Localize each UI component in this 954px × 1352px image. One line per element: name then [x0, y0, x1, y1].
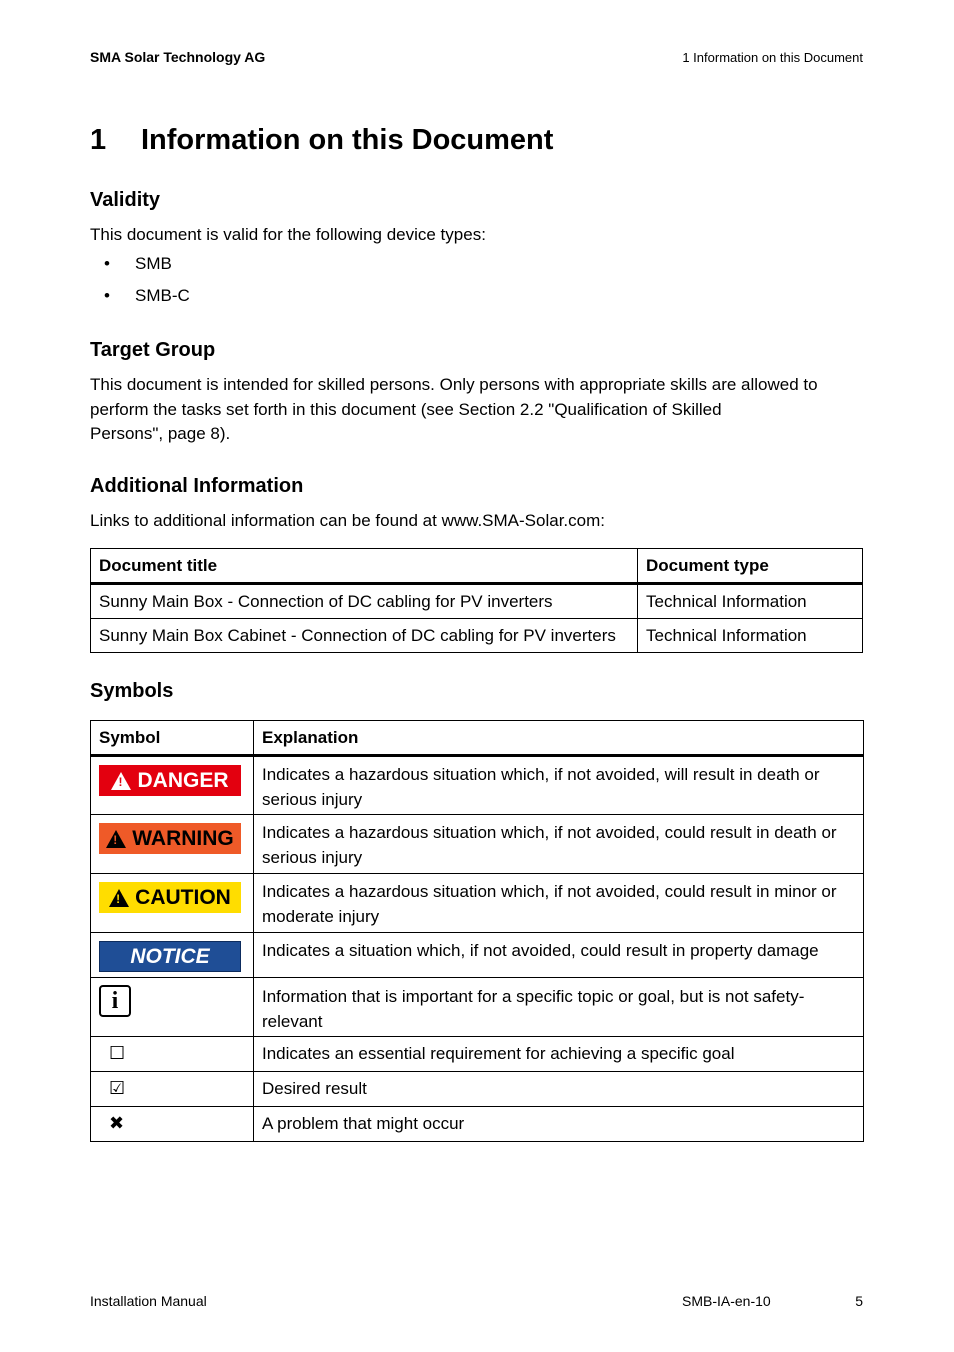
target-group-heading: Target Group [90, 339, 216, 361]
symbols-table [90, 720, 864, 1142]
document-title-cell: Sunny Main Box Cabinet - Connection of DC cabling for PV inverters [91, 619, 638, 653]
target-group-text: This document is intended for skilled persons. Only persons with appropriate skills are allowed to perform the tasks set forth in this document (see Section 2.2 "Qualification of Skilled Persons", page 8). [90, 375, 818, 443]
symbol-cell [91, 874, 254, 933]
table-row [91, 1107, 864, 1142]
explanation-cell: Indicates a hazardous situation which, if not avoided, will result in death or serious injury [254, 756, 864, 815]
validity-item: • SMB-C [104, 286, 190, 305]
explanation-cell: Indicates an essential requirement for achieving a specific goal [254, 1037, 864, 1072]
table-row [91, 584, 863, 619]
bullet-icon: • [104, 254, 110, 273]
symbol-cell [91, 815, 254, 874]
footer-manual: Installation Manual [90, 1293, 207, 1309]
additional-info-heading: Additional Information [90, 475, 304, 497]
explanation-cell: Indicates a hazardous situation which, if not avoided, could result in minor or moderate injury [254, 874, 864, 933]
table-row [91, 978, 864, 1037]
explanation-cell: Indicates a situation which, if not avoided, could result in property damage [254, 933, 864, 978]
information-icon: i [99, 985, 131, 1017]
chapter-title: Information on this Document [141, 124, 554, 156]
running-header-company: SMA Solar Technology AG [90, 49, 266, 65]
additional-info-intro: Links to additional information can be found at www.SMA-Solar.com: [90, 511, 605, 530]
running-header-section: 1 Information on this Document [682, 50, 863, 65]
chapter-number: 1 [90, 124, 107, 156]
symbols-heading: Symbols [90, 680, 174, 702]
danger-badge: ! DANGER [99, 765, 241, 796]
table-row [91, 1037, 864, 1072]
column-header-explanation: Explanation [254, 721, 864, 756]
symbol-cell [91, 1107, 254, 1142]
table-row [91, 756, 864, 815]
explanation-cell: A problem that might occur [254, 1107, 864, 1142]
symbol-cell [91, 756, 254, 815]
symbol-cell [91, 1037, 254, 1072]
explanation-cell: Desired result [254, 1072, 864, 1107]
checked-checkbox-icon: ☑ [109, 1078, 126, 1098]
footer-doc-code: SMB-IA-en-10 [682, 1293, 771, 1309]
table-row [91, 619, 863, 653]
column-header-symbol: Symbol [91, 721, 254, 756]
table-row [91, 815, 864, 874]
symbol-cell [91, 978, 254, 1037]
empty-checkbox-icon: ☐ [109, 1043, 126, 1063]
symbol-cell [91, 933, 254, 978]
column-header-document-title: Document title [91, 549, 638, 584]
document-type-cell: Technical Information [638, 584, 863, 619]
explanation-cell: Information that is important for a specific topic or goal, but is not safety-relevant [254, 978, 864, 1037]
warning-triangle-icon: ! [111, 772, 131, 790]
cross-icon: ✖ [109, 1113, 125, 1133]
symbol-cell [91, 1072, 254, 1107]
document-type-cell: Technical Information [638, 619, 863, 653]
bullet-icon: • [104, 286, 110, 305]
column-header-document-type: Document type [638, 549, 863, 584]
warning-triangle-icon: ! [106, 830, 126, 848]
validity-item: • SMB [104, 254, 172, 273]
warning-badge: ! WARNING [99, 823, 241, 854]
notice-badge: NOTICE [99, 941, 241, 972]
validity-heading: Validity [90, 189, 161, 211]
footer-page-number: 5 [855, 1293, 863, 1309]
table-row [91, 1072, 864, 1107]
chapter-heading [90, 124, 553, 157]
warning-triangle-icon: ! [109, 889, 129, 907]
explanation-cell: Indicates a hazardous situation which, if not avoided, could result in death or serious injury [254, 815, 864, 874]
table-row [91, 874, 864, 933]
table-row [91, 933, 864, 978]
caution-badge: ! CAUTION [99, 882, 241, 913]
documents-table [90, 548, 863, 653]
document-title-cell: Sunny Main Box - Connection of DC cabling for PV inverters [91, 584, 638, 619]
validity-intro: This document is valid for the following device types: [90, 225, 486, 244]
